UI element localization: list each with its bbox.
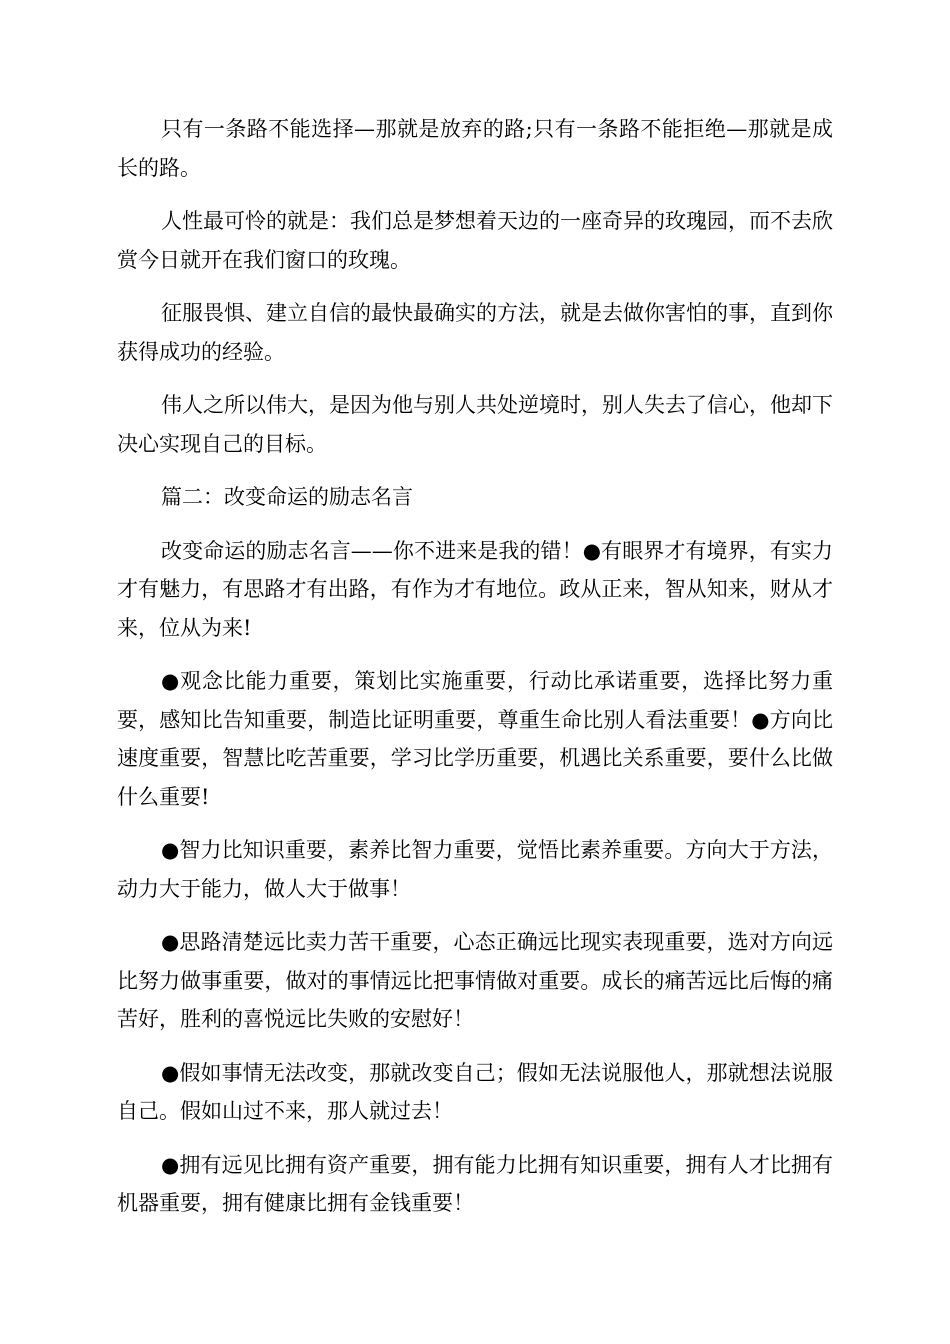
paragraph: 人性最可怜的就是：我们总是梦想着天边的一座奇异的玫瑰园，而不去欣赏今日就开在我们窗口的玫瑰。 [117, 209, 833, 272]
paragraph: ●思路清楚远比卖力苦干重要，心态正确远比现实表现重要，选对方向远比努力做事重要，做对的事情远比把事情做对重要。成长的痛苦远比后悔的痛苦好，胜利的喜悦远比失败的安慰好！ [117, 930, 833, 1031]
paragraph: ●假如事情无法改变，那就改变自己；假如无法说服他人，那就想法说服自己。假如山过不来，那人就过去！ [117, 1060, 833, 1123]
paragraph: ●拥有远见比拥有资产重要，拥有能力比拥有知识重要，拥有人才比拥有机器重要，拥有健康比拥有金钱重要！ [117, 1152, 833, 1215]
paragraph: 伟人之所以伟大，是因为他与别人共处逆境时，别人失去了信心，他却下决心实现自己的目标。 [117, 393, 833, 456]
paragraph: 只有一条路不能选择—那就是放弃的路;只有一条路不能拒绝—那就是成长的路。 [117, 117, 833, 180]
paragraph: 征服畏惧、建立自信的最快最确实的方法，就是去做你害怕的事，直到你获得成功的经验。 [117, 301, 833, 364]
paragraph: ●观念比能力重要，策划比实施重要，行动比承诺重要，选择比努力重要，感知比告知重要，制造比证明重要，尊重生命比别人看法重要！●方向比速度重要，智慧比吃苦重要，学习比学历重要，机遇比关系重要，要什么比做什么重要! [117, 669, 833, 809]
paragraph: ●智力比知识重要，素养比智力重要，觉悟比素养重要。方向大于方法，动力大于能力，做人大于做事！ [117, 838, 833, 901]
paragraph: 改变命运的励志名言——你不进来是我的错！●有眼界才有境界，有实力才有魅力，有思路才有出路，有作为才有地位。政从正来，智从知来，财从才来，位从为来! [117, 538, 833, 640]
document-body [117, 110, 833, 1238]
section-heading: 篇二：改变命运的励志名言 [161, 485, 413, 509]
